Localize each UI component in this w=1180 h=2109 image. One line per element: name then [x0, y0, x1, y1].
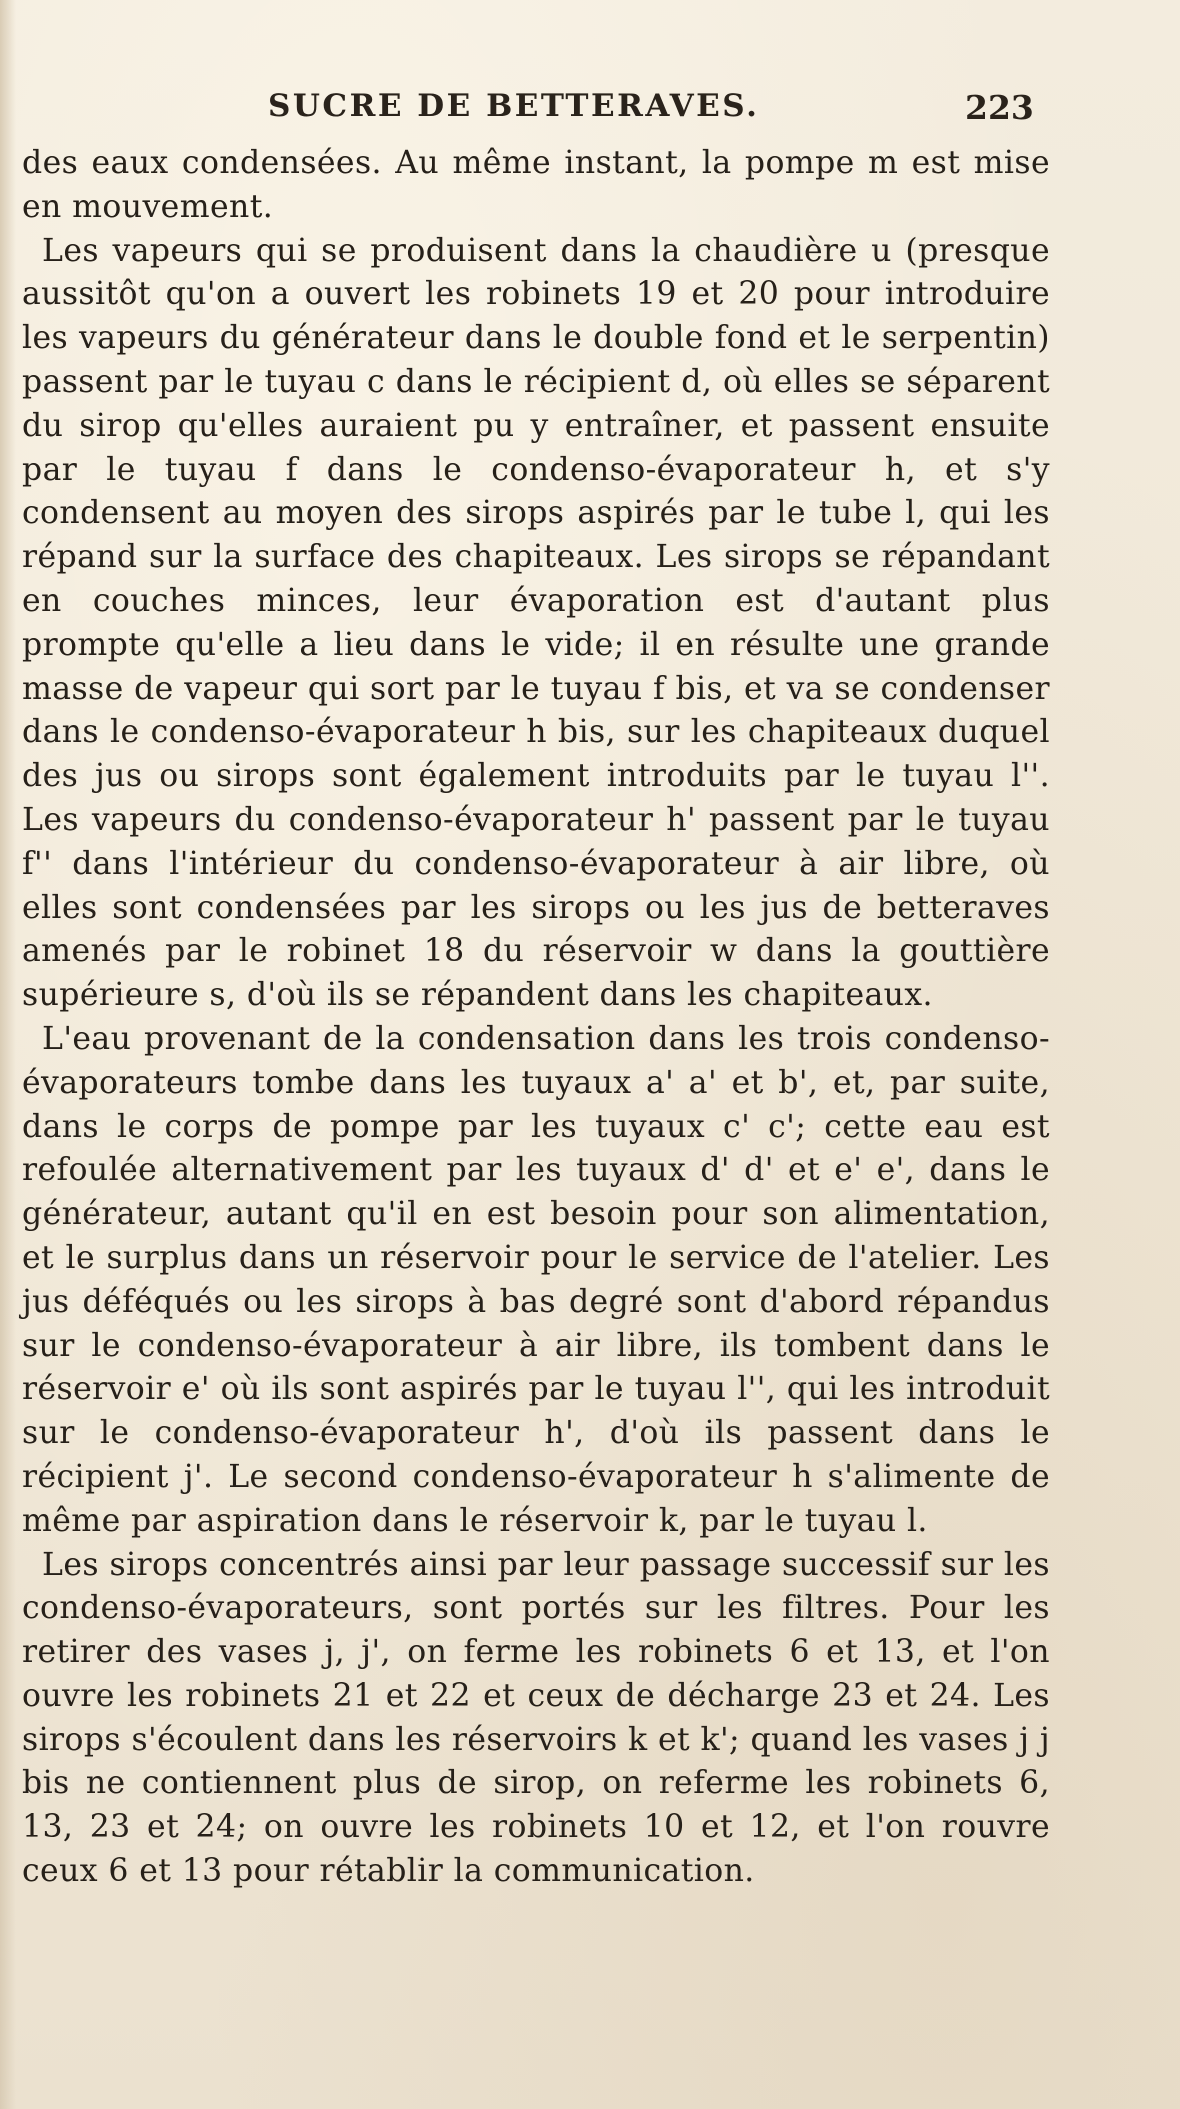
page-header: [0, 88, 1180, 132]
running-title: SUCRE DE BETTERAVES.: [268, 88, 760, 124]
paragraph-sirops-concentres: Les sirops concentrés ainsi par leur passage successif sur les condenso-évaporateurs, sont portés sur les filtres. Pour les retirer des vases j, j', on ferme les robinets 6 et 13, et l'on ouvre les robinets 21 et 22 et ceux de décharge 23 et 24. Les sirops s'écoulent dans les réservoirs k et k'; quand les vases j j bis ne contiennent plus de sirop, on referme les robinets 6, 13, 23 et 24; on ouvre les robinets 10 et 12, et l'on rouvre ceux 6 et 13 pour rétablir la communication.: [22, 1546, 1050, 1890]
body-text: [22, 142, 1050, 1894]
page-number: 223: [965, 88, 1034, 127]
paragraph-eau-condensation: L'eau provenant de la condensation dans les trois condenso-évaporateurs tombe dans les tuyaux a' a' et b', et, par suite, dans le corps de pompe par les tuyaux c' c'; cette eau est refoulée alternativement par les tuyaux d' d' et e' e', dans le générateur, autant qu'il en est besoin pour son alimentation, et le surplus dans un réservoir pour le service de l'atelier. Les jus déféqués ou les sirops à bas degré sont d'abord répandus sur le condenso-évaporateur à air libre, ils tombent dans le réservoir e' où ils sont aspirés par le tuyau l'', qui les introduit sur le condenso-évaporateur h', d'où ils passent dans le récipient j'. Le second condenso-évaporateur h s'alimente de même par aspiration dans le réservoir k, par le tuyau l.: [22, 1020, 1050, 1539]
paragraph-continuation: des eaux condensées. Au même instant, la pompe m est mise en mouvement.: [22, 145, 1050, 225]
paragraph-vapeurs: Les vapeurs qui se produisent dans la chaudière u (presque aussitôt qu'on a ouvert les robinets 19 et 20 pour introduire les vapeurs du générateur dans le double fond et le serpentin) passent par le tuyau c dans le récipient d, où elles se séparent du sirop qu'elles auraient pu y entraîner, et passent ensuite par le tuyau f dans le condenso-évaporateur h, et s'y condensent au moyen des sirops aspirés par le tube l, qui les répand sur la surface des chapiteaux. Les sirops se répandant en couches minces, leur évaporation est d'autant plus prompte qu'elle a lieu dans le vide; il en résulte une grande masse de vapeur qui sort par le tuyau f bis, et va se condenser dans le condenso-évaporateur h bis, sur les chapiteaux duquel des jus ou sirops sont également introduits par le tuyau l''. Les vapeurs du condenso-évaporateur h' passent par le tuyau f'' dans l'intérieur du condenso-évaporateur à air libre, où elles sont condensées par les sirops ou les jus de betteraves amenés par le robinet 18 du réservoir w dans la gouttière supérieure s, d'où ils se répandent dans les chapiteaux.: [22, 232, 1050, 1014]
page-gutter-shadow: [0, 0, 16, 2109]
